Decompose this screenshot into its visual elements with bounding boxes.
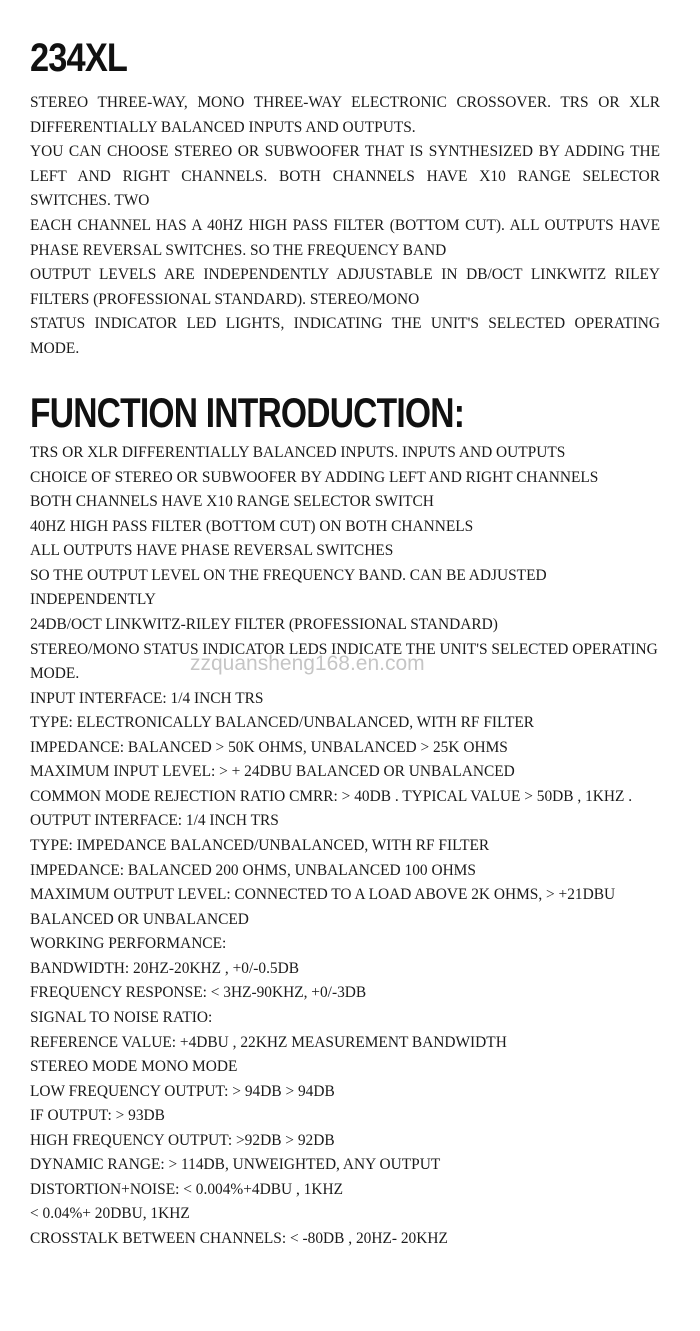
spec-line: WORKING PERFORMANCE: [30,935,227,953]
spec-line: FREQUENCY RESPONSE: < 3HZ-90KHZ, +0/-3DB [30,984,367,1002]
intro-paragraph: STEREO THREE-WAY, MONO THREE-WAY ELECTRONIC CROSSOVER. TRS OR XLR DIFFERENTIALLY BALANCED INPUTS AND OUTPUTS. [30,94,660,136]
spec-line: COMMON MODE REJECTION RATIO CMRR: > 40DB . TYPICAL VALUE > 50DB , 1KHZ . [30,787,633,805]
spec-line: STEREO/MONO STATUS INDICATOR LEDS INDICATE THE UNIT'S SELECTED OPERATING MODE. [30,640,658,683]
spec-line: 40HZ HIGH PASS FILTER (BOTTOM CUT) ON BOTH CHANNELS [30,517,474,535]
spec-line: BOTH CHANNELS HAVE X10 RANGE SELECTOR SWITCH [30,493,434,511]
intro-paragraph: EACH CHANNEL HAS A 40HZ HIGH PASS FILTER (BOTTOM CUT). ALL OUTPUTS HAVE PHASE REVERSAL SWITCHES. SO THE FREQUENCY BAND [30,216,660,259]
product-intro [30,91,660,362]
spec-line: LOW FREQUENCY OUTPUT: > 94DB > 94DB [30,1082,335,1100]
spec-line: SO THE OUTPUT LEVEL ON THE FREQUENCY BAND. CAN BE ADJUSTED INDEPENDENTLY [30,566,547,609]
spec-line: TRS OR XLR DIFFERENTIALLY BALANCED INPUTS. INPUTS AND OUTPUTS [30,444,566,461]
function-section-title: FUNCTION INTRODUCTION: [30,389,465,436]
spec-line: OUTPUT INTERFACE: 1/4 INCH TRS [30,812,279,830]
spec-line: IMPEDANCE: BALANCED 200 OHMS, UNBALANCED 100 OHMS [30,861,476,879]
intro-paragraph: YOU CAN CHOOSE STEREO OR SUBWOOFER THAT IS SYNTHESIZED BY ADDING THE LEFT AND RIGHT CHANNELS. BOTH CHANNELS HAVE X10 RANGE SELECTOR SWITCHES. TWO [30,143,660,210]
spec-line: SIGNAL TO NOISE RATIO: [30,1008,213,1026]
spec-line: REFERENCE VALUE: +4DBU , 22KHZ MEASUREMENT BANDWIDTH [30,1033,507,1051]
watermark-text: zzquansheng168.en.com [190,652,425,675]
spec-line: TYPE: IMPEDANCE BALANCED/UNBALANCED, WITH RF FILTER [30,837,490,854]
spec-line: INPUT INTERFACE: 1/4 INCH TRS [30,689,264,707]
spec-line: 24DB/OCT LINKWITZ-RILEY FILTER (PROFESSIONAL STANDARD) [30,615,498,633]
intro-paragraph: OUTPUT LEVELS ARE INDEPENDENTLY ADJUSTABLE IN DB/OCT LINKWITZ RILEY FILTERS (PROFESSIONAL STANDARD). STEREO/MONO [30,266,660,308]
spec-line: HIGH FREQUENCY OUTPUT: >92DB > 92DB [30,1131,335,1149]
spec-line: CHOICE OF STEREO OR SUBWOOFER BY ADDING LEFT AND RIGHT CHANNELS [30,468,599,486]
spec-line: DISTORTION+NOISE: < 0.004%+4DBU , 1KHZ [30,1180,343,1198]
spec-line: TYPE: ELECTRONICALLY BALANCED/UNBALANCED, WITH RF FILTER [30,714,535,732]
spec-line: MAXIMUM OUTPUT LEVEL: CONNECTED TO A LOAD ABOVE 2K OHMS, > +21DBU BALANCED OR UNBALANCED [30,886,616,928]
spec-line: CROSSTALK BETWEEN CHANNELS: < -80DB , 20HZ- 20KHZ [30,1230,448,1247]
spec-line: IMPEDANCE: BALANCED > 50K OHMS, UNBALANCED > 25K OHMS [30,738,508,756]
product-title: 234XL [30,36,128,80]
spec-line: < 0.04%+ 20DBU, 1KHZ [30,1205,190,1223]
spec-line: DYNAMIC RANGE: > 114DB, UNWEIGHTED, ANY OUTPUT [30,1156,441,1174]
spec-line: IF OUTPUT: > 93DB [30,1107,165,1125]
intro-paragraph: STATUS INDICATOR LED LIGHTS, INDICATING THE UNIT'S SELECTED OPERATING MODE. [30,315,660,357]
spec-line: ALL OUTPUTS HAVE PHASE REVERSAL SWITCHES [30,542,394,560]
function-spec-list [30,441,660,1252]
spec-line: BANDWIDTH: 20HZ-20KHZ , +0/-0.5DB [30,959,300,977]
spec-line: STEREO MODE MONO MODE [30,1058,238,1076]
spec-line: MAXIMUM INPUT LEVEL: > + 24DBU BALANCED OR UNBALANCED [30,763,515,781]
